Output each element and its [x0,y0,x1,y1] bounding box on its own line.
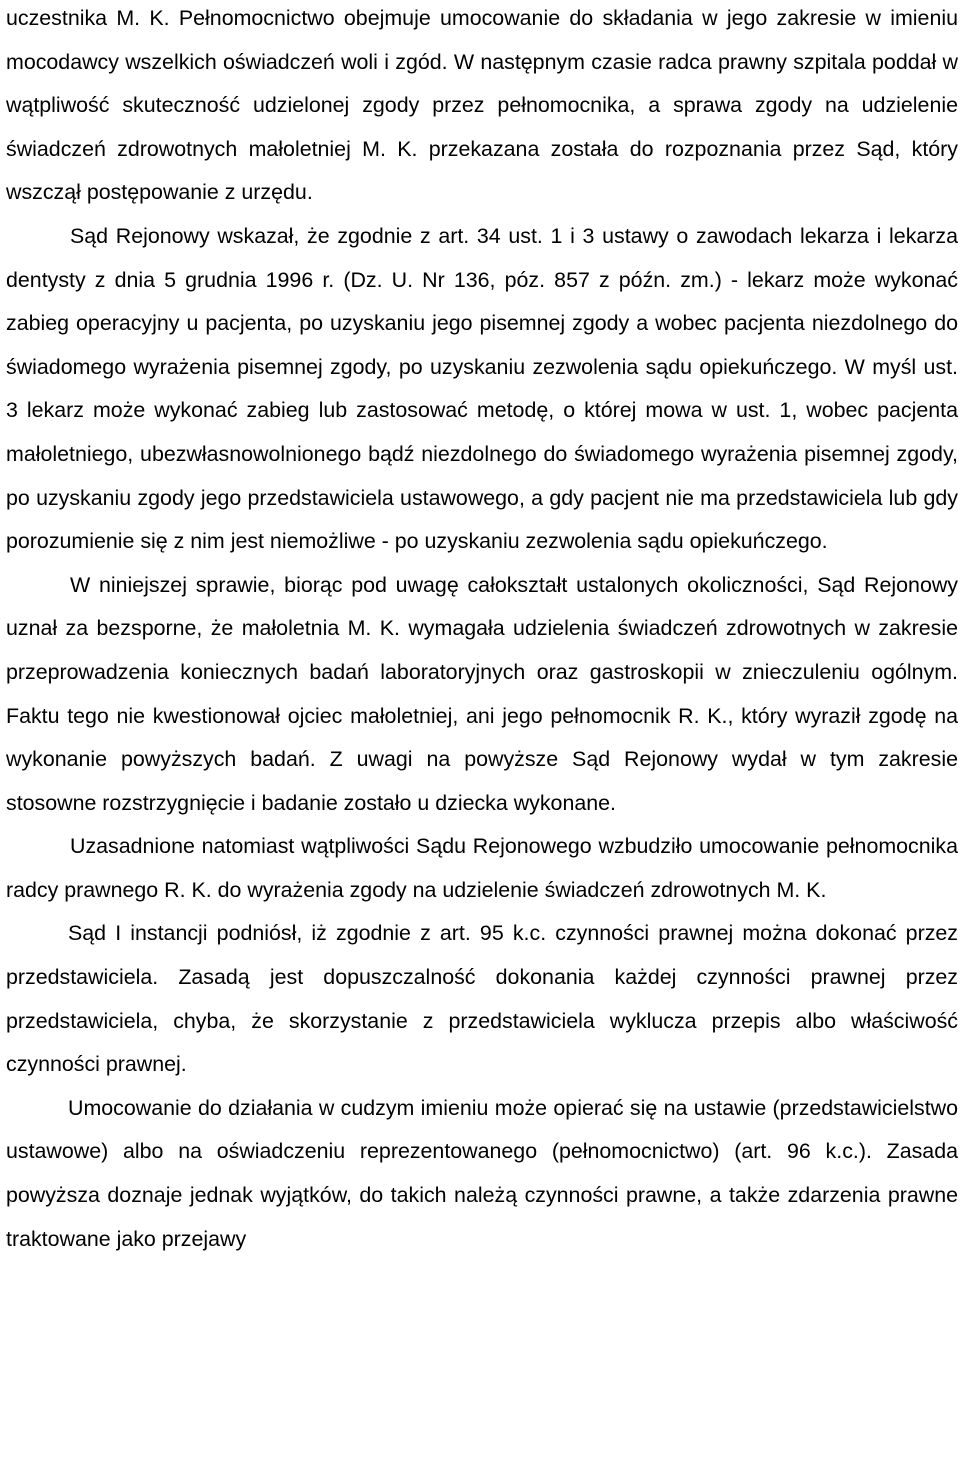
paragraph-art-96-kc: Umocowanie do działania w cudzym imieniu może opierać się na ustawie (przedstawicielstwo ustawowe) albo na oświadczeniu reprezentowanego (pełnomocnictwo) (art. 96 k.c.). Zasada powyższa doznaje jednak wyjątków, do takich należą czynności prawne, a także zdarzenia prawne traktowane jako przejawy [6,1095,958,1251]
paragraph-art-95-kc: Sąd I instancji podniósł, iż zgodnie z art. 95 k.c. czynności prawnej można dokonać przez przedstawiciela. Zasadą jest dopuszczalność dokonania każdej czynności prawnej przez przedstawiciela, chyba, że skorzystanie z przedstawiciela wyklucza przepis albo właściwość czynności prawnej. [6,921,958,1077]
paragraph-medical-law-provision: Sąd Rejonowy wskazał, że zgodnie z art. 34 ust. 1 i 3 ustawy o zawodach lekarza i lekarza dentysty z dnia 5 grudnia 1996 r. (Dz. U. Nr 136, póz. 857 z późn. zm.) - lekarz może wykonać zabieg operacyjny u pacjenta, po uzyskaniu jego pisemnej zgody a wobec pacjenta niezdolnego do świadomego wyrażenia pisemnej zgody, po uzyskaniu zezwolenia sądu opiekuńczego. W myśl ust. 3 lekarz może wykonać zabieg lub zastosować metodę, o której mowa w ust. 1, wobec pacjenta małoletniego, ubezwłasnowolnionego bądź niezdolnego do świadomego wyrażenia pisemnej zgody, po uzyskaniu zgody jego przedstawiciela ustawowego, a gdy pacjent nie ma przedstawiciela lub gdy porozumienie się z nim jest niemożliwe - po uzyskaniu zezwolenia sądu opiekuńczego. [6,223,958,554]
document-page [6,0,958,1261]
paragraph-doubts-authorization: Uzasadnione natomiast wątpliwości Sądu Rejonowego wzbudziło umocowanie pełnomocnika radcy prawnego R. K. do wyrażenia zgody na udzielenie świadczeń zdrowotnych M. K. [6,834,958,902]
paragraph-consent-representation: uczestnika M. K. Pełnomocnictwo obejmuje umocowanie do składania w jego zakresie w imieniu mocodawcy wszelkich oświadczeń woli i zgód. W następnym czasie radca prawny szpitala poddał w wątpliwość skuteczność udzielonej zgody przez pełnomocnika, a sprawa zgody na udzielenie świadczeń zdrowotnych małoletniej M. K. przekazana została do rozpoznania przez Sąd, który wszczął postępowanie z urzędu. [6,6,958,205]
paragraph-court-findings: W niniejszej sprawie, biorąc pod uwagę całokształt ustalonych okoliczności, Sąd Rejonowy uznał za bezsporne, że małoletnia M. K. wymagała udzielenia świadczeń zdrowotnych w zakresie przeprowadzenia koniecznych badań laboratoryjnych oraz gastroskopii w znieczuleniu ogólnym. Faktu tego nie kwestionował ojciec małoletniej, ani jego pełnomocnik R. K., który wyraził zgodę na wykonanie powyższych badań. Z uwagi na powyższe Sąd Rejonowy wydał w tym zakresie stosowne rozstrzygnięcie i badanie zostało u dziecka wykonane. [6,572,958,815]
